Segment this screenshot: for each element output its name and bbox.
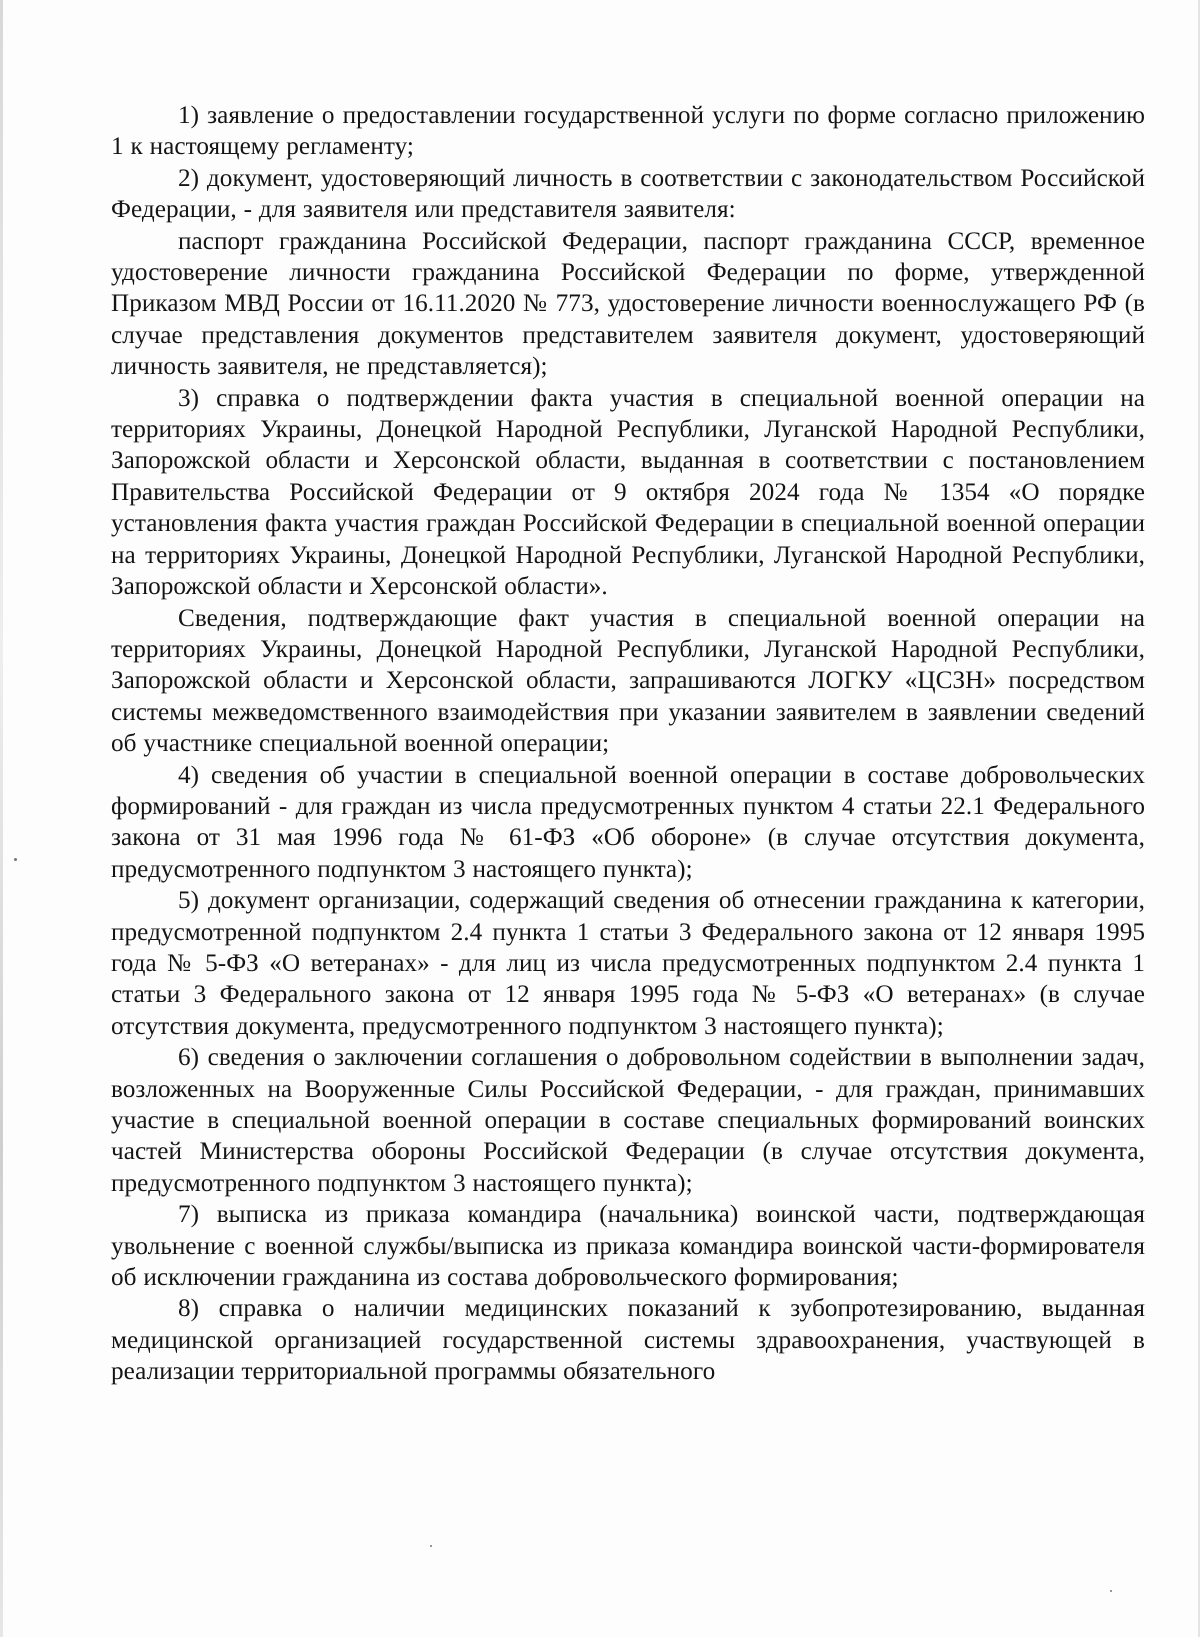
paragraph-item-5: 5) документ организации, содержащий сведения об отнесении гражданина к категории, предусмотренной подпунктом 2.4 пункта 1 статьи 3 Федерального закона от 12 января 1995 года № 5-ФЗ «О ветеранах» - для лиц из числа предусмотренных подпунктом 2.4 пункта 1 статьи 3 Федерального закона от 12 января 1995 года № 5-ФЗ «О ветеранах» (в случае отсутствия документа, предусмотренного подпунктом 3 настоящего пункта); — [111, 887, 1145, 1040]
paragraph-item-7: 7) выписка из приказа командира (начальника) воинской части, подтверждающая увольнение с военной службы/выписка из приказа командира воинской части-формирователя об исключении гражданина из состава добровольческого формирования; — [111, 1201, 1145, 1292]
paragraph-item-1: 1) заявление о предоставлении государственной услуги по форме согласно приложению 1 к настоящему регламенту; — [111, 102, 1145, 161]
paragraph-item-8: 8) справка о наличии медицинских показаний к зубопротезированию, выданная медицинской организацией государственной системы здравоохранения, участвующей в реализации территориальной программы обязательного — [111, 1295, 1145, 1386]
paragraph-item-6: 6) сведения о заключении соглашения о добровольном содействии в выполнении задач, возложенных на Вооруженные Силы Российской Федерации, - для граждан, принимавших участие в специальной военной операции в составе специальных формирований воинских частей Министерства обороны Российской Федерации (в случае отсутствия документа, предусмотренного подпунктом 3 настоящего пункта); — [111, 1044, 1145, 1197]
scan-speck — [430, 1545, 432, 1547]
paragraph-identity-documents: паспорт гражданина Российской Федерации, паспорт гражданина СССР, временное удостоверение личности гражданина Российской Федерации по форме, утвержденной Приказом МВД России от 16.11.2020 № 773, удостоверение личности военнослужащего РФ (в случае представления документов представителем заявителя документ, удостоверяющий личность заявителя, не представляется); — [111, 227, 1145, 381]
scan-edge-left — [0, 0, 3, 1637]
paragraph-svo-info-request: Сведения, подтверждающие факт участия в специальной военной операции на территориях Украины, Донецкой Народной Республики, Луганской Народной Республики, Запорожской области и Херсонской области, запрашиваются ЛОГКУ «ЦСЗН» посредством системы межведомственного взаимодействия при указании заявителем в заявлении сведений об участнике специальной военной операции; — [111, 604, 1145, 758]
paragraph-item-4: 4) сведения об участии в специальной военной операции в составе добровольческих формирований - для граждан из числа предусмотренных пунктом 4 статьи 22.1 Федерального закона от 31 мая 1996 года № 61-ФЗ «Об обороне» (в случае отсутствия документа, предусмотренного подпунктом 3 настоящего пункта); — [111, 761, 1145, 883]
paragraph-item-2: 2) документ, удостоверяющий личность в соответствии с законодательством Российской Федерации, - для заявителя или представителя заявителя: — [111, 164, 1145, 224]
scan-speck — [1110, 1590, 1112, 1592]
document-body — [111, 100, 1145, 1388]
scan-speck — [14, 858, 17, 861]
paragraph-item-3: 3) справка о подтверждении факта участия в специальной военной операции на территориях Украины, Донецкой Народной Республики, Луганской Народной Республики, Запорожской области и Херсонской области, выданная в соответствии с постановлением Правительства Российской Федерации от 9 октября 2024 года № 1354 «О порядке установления факта участия граждан Российской Федерации в специальной военной операции на территориях Украины, Донецкой Народной Республики, Луганской Народной Республики, Запорожской области и Херсонской области». — [111, 384, 1145, 601]
